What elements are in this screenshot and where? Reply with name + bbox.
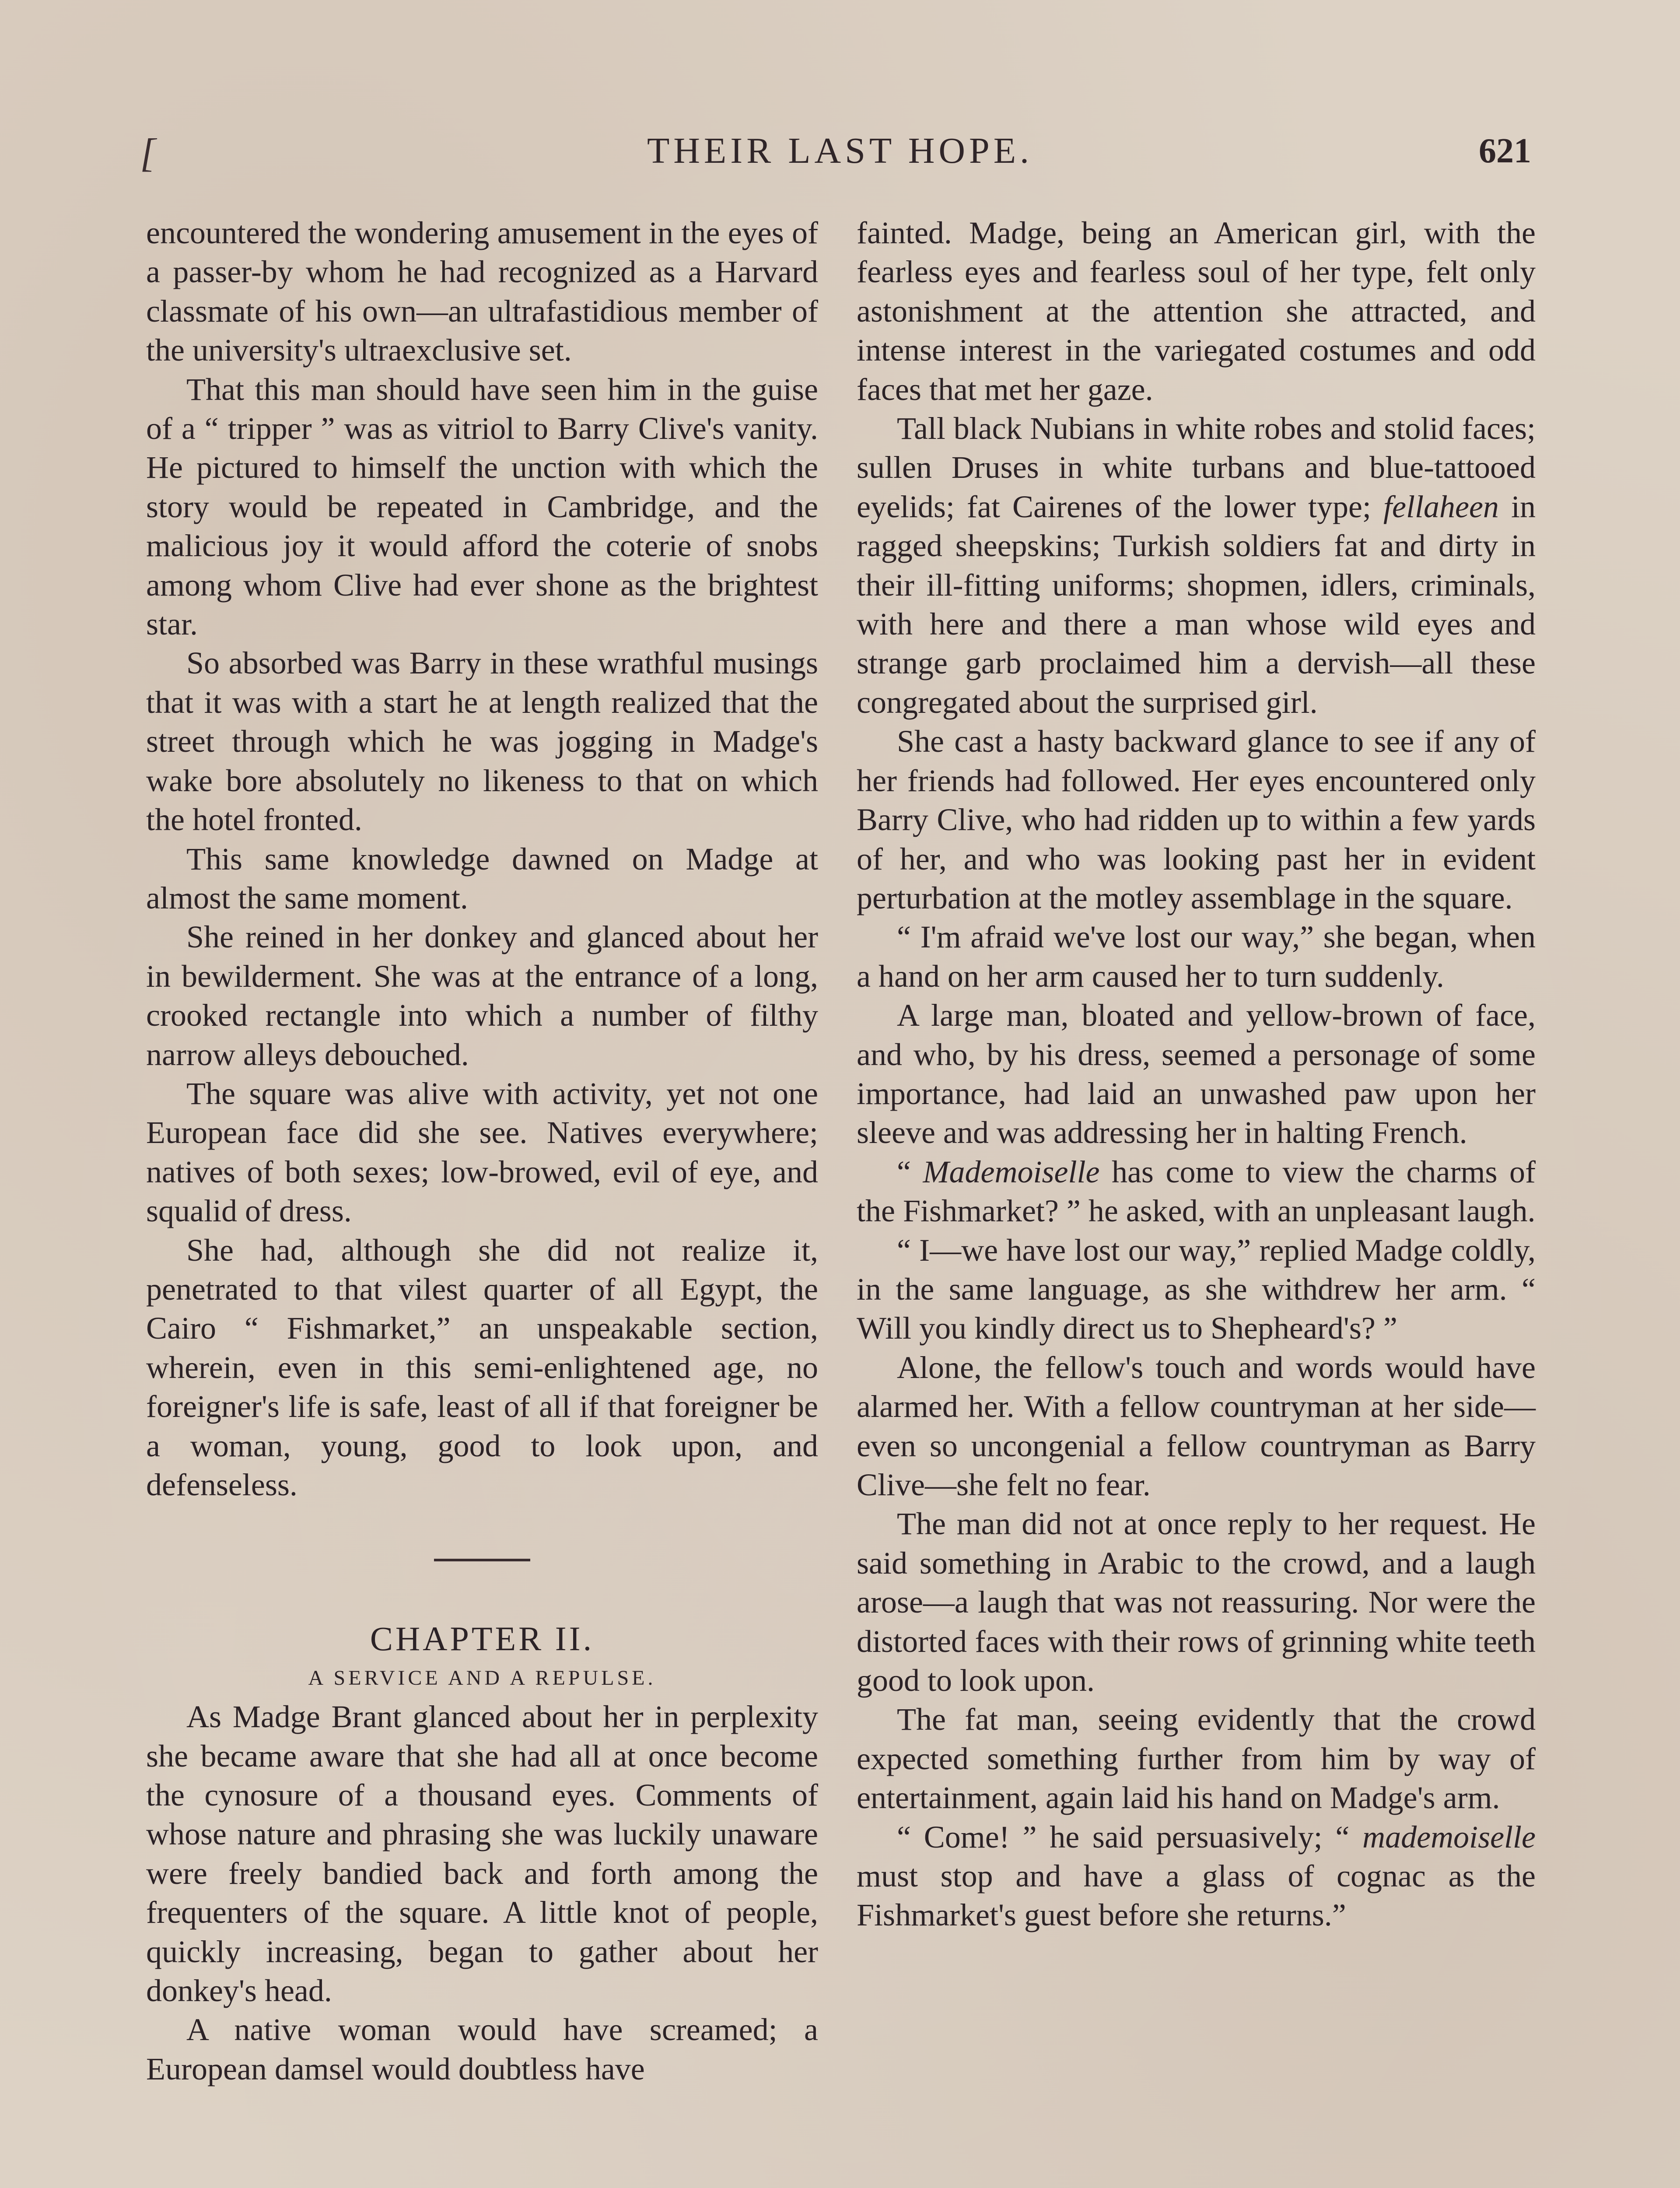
paragraph: That this man should have seen him in the guise of a “ tripper ” was as vitriol to Barry Clive's vanity. He pictured to himself the unction with which the story would be repeated in Cambridge, and the malicious joy it would afford the coterie of snobs among whom Clive had ever shone as the brightest star. (146, 372, 818, 642)
paragraph: encountered the wondering amusement in the eyes of a passer-by whom he had recognized as a Harvard classmate of his own—an ultrafastidious member of the university's ultraexclusive set. (146, 215, 818, 368)
paragraph: A large man, bloated and yellow-brown of face, and who, by his dress, seemed a personage of some importance, had laid an unwashed paw upon her sleeve and was addressing her in halting French. (857, 998, 1536, 1150)
paragraph: The man did not at once reply to her request. He said something in Arabic to the crowd, and a laugh arose—a laugh that was not reassuring. Nor were the distorted faces with their rows of grinning white teeth good to look upon. (857, 1506, 1536, 1698)
header-mark: [ (140, 130, 156, 175)
italic-text: mademoiselle (1362, 1819, 1536, 1855)
paragraph: “ I—we have lost our way,” replied Madge coldly, in the same language, as she withdrew her arm. “ Will you kindly direct us to Shepheard's? ” (857, 1232, 1536, 1346)
chapter-subtitle: A SERVICE AND A REPULSE. (308, 1666, 656, 1690)
paragraph: She reined in her donkey and glanced about her in bewilderment. She was at the entrance of a long, crooked rectangle into which a number of filthy narrow alleys debouched. (146, 919, 818, 1072)
chapter-title: CHAPTER II. (370, 1620, 595, 1658)
italic-text: fellaheen (1383, 489, 1499, 524)
paragraph: Alone, the fellow's touch and words would have alarmed her. With a fellow countryman at her side—even so uncongenial a fellow countryman as Barry Clive—she felt no fear. (857, 1350, 1536, 1502)
paragraph: She cast a hasty backward glance to see if any of her friends had followed. Her eyes encountered only Barry Clive, who had ridden up to within a few yards of her, and who was looking past her in evident perturbation at the motley assemblage in the square. (857, 724, 1536, 915)
paragraph: The square was alive with activity, yet not one European face did she see. Natives everywhere; natives of both sexes; low-browed, evil of eye, and squalid of dress. (146, 1076, 818, 1229)
paragraph: The fat man, seeing evidently that the crowd expected something further from him by way of entertainment, again laid his hand on Madge's arm. (857, 1702, 1536, 1816)
text-run: Tall black Nubians in white robes and stolid faces; sullen Druses in white turbans and blue-tattooed eyelids; fat Cairenes of the lower type; (857, 411, 1536, 524)
paragraph: So absorbed was Barry in these wrathful musings that it was with a start he at length realized that the street through which he was jogging in Madge's wake bore absolutely no likeness to that on which the hotel fronted. (146, 645, 818, 838)
paragraph: This same knowledge dawned on Madge at almost the same moment. (146, 841, 818, 915)
paragraph: A native woman would have screamed; a European damsel would doubtless have (146, 2012, 818, 2086)
paragraph (857, 1153, 1536, 1231)
text-run: “ (897, 1154, 911, 1189)
page-number: 621 (1479, 132, 1531, 170)
running-head: THEIR LAST HOPE. (647, 130, 1033, 171)
text-run: “ Come! ” he said persuasively; (897, 1819, 1323, 1855)
paragraph: fainted. Madge, being an American girl, with the fearless eyes and fearless soul of her type, felt only astonishment at the attention she attracted, and intense interest in the variegated costumes and odd faces that met her gaze. (857, 215, 1536, 407)
text-run: in ragged sheepskins; Turkish soldiers fat and dirty in their ill-fitting uniforms; shopmen, idlers, criminals, with here and there a man whose wild eyes and strange garb proclaimed him a dervish—all these congregated about the surprised girl. (857, 489, 1536, 720)
left-column (146, 214, 818, 2089)
paragraph: “ I'm afraid we've lost our way,” she began, when a hand on her arm caused her to turn suddenly. (857, 919, 1536, 994)
paragraph: As Madge Brant glanced about her in perplexity she became aware that she had all at once become the cynosure of a thousand eyes. Comments of whose nature and phrasing she was luckily unaware were freely bandied back and forth among the frequenters of the square. A little knot of people, quickly increasing, began to gather about her donkey's head. (146, 1699, 818, 2009)
text-run: “ (1335, 1819, 1350, 1855)
text-run: must stop and have a glass of cognac as the Fishmarket's guest before she returns.” (857, 1858, 1536, 1933)
text-run: has come to view the charms of the Fishmarket? ” he asked, with an unpleasant laugh. (857, 1154, 1536, 1229)
right-column (857, 214, 1536, 1935)
paragraph (857, 409, 1536, 722)
paragraph: She had, although she did not realize it, penetrated to that vilest quarter of all Egypt, the Cairo “ Fishmarket,” an unspeakable section, wherein, even in this semi-enlightened age, no foreigner's life is safe, least of all if that foreigner be a woman, young, good to look upon, and defenseless. (146, 1232, 818, 1502)
italic-text: Mademoiselle (923, 1154, 1100, 1189)
section-divider (434, 1559, 530, 1561)
paragraph (857, 1818, 1536, 1935)
